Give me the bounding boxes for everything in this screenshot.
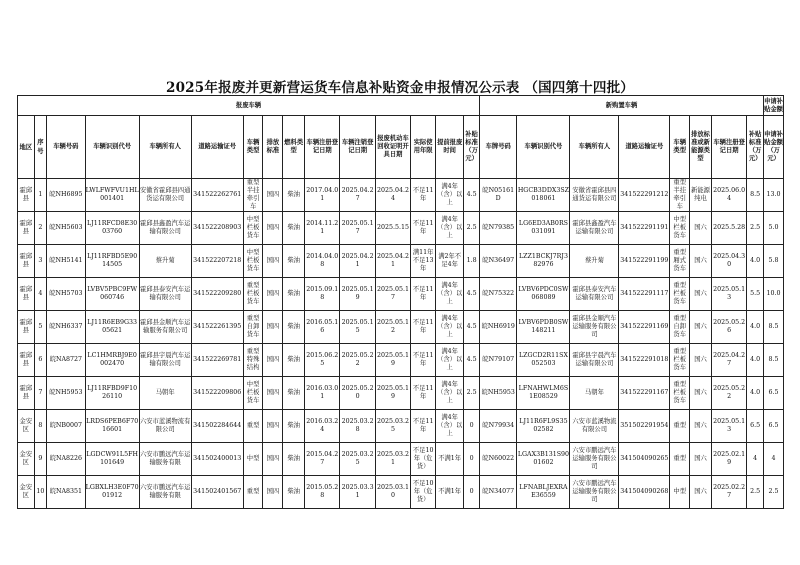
col-new-emission: 排放标准或新能源类型 <box>690 116 712 179</box>
cell-scrap-ahead: 满4年（含）以上 <box>436 179 464 212</box>
cell-used-years: 不足10年（危货） <box>411 476 436 509</box>
cell-new-vin: LFNABLJEXRAE36559 <box>517 476 570 509</box>
cell-reg-date: 2015.06.25 <box>305 344 340 377</box>
cell-used-years: 不足11年 <box>411 278 436 311</box>
cell-new-emission: 国六 <box>690 278 712 311</box>
cell-type: 重型半挂牵引车 <box>243 179 263 212</box>
cell-new-reg-date: 2025.05.13 <box>711 410 746 443</box>
table-row <box>18 278 784 311</box>
cell-vin: LJ11R6EB9G3305621 <box>85 311 139 344</box>
cell-new-plate: 皖N05161D <box>479 179 516 212</box>
cell-apply: 6.5 <box>764 377 784 410</box>
cell-scrap-ahead: 不满1年 <box>436 476 464 509</box>
cell-apply: 8.5 <box>764 344 784 377</box>
cell-new-permit: 341522291018 <box>619 344 670 377</box>
cell-new-permit: 341522291169 <box>619 311 670 344</box>
cell-subsidy: 0 <box>464 410 480 443</box>
cell-plate: 皖NA8727 <box>47 344 85 377</box>
cell-new-permit: 341504090268 <box>619 476 670 509</box>
cell-new-reg-date: 2025.05.26 <box>711 311 746 344</box>
cell-permit: 341502284644 <box>191 410 243 443</box>
cell-subsidy: 2.5 <box>464 377 480 410</box>
cell-plate: 皖NB0007 <box>47 410 85 443</box>
cell-permit: 341522269781 <box>191 344 243 377</box>
cell-owner: 霍邱县泰安汽车运输有限公司 <box>139 278 191 311</box>
cell-seq: 8 <box>34 410 46 443</box>
cell-type: 重型自卸货车 <box>243 311 263 344</box>
cell-new-vin: LVBV6PDB0SW148211 <box>517 311 570 344</box>
table-row <box>18 311 784 344</box>
cell-recycle-date: 2025.5.15 <box>375 212 410 245</box>
cell-owner: 蔡升菊 <box>139 245 191 278</box>
cell-new-vin: LG6ED3AB0RS031091 <box>517 212 570 245</box>
cell-new-subsidy: 4.0 <box>747 311 764 344</box>
cell-vin: LVBV5PBC9FW060746 <box>85 278 139 311</box>
cell-permit: 341522209806 <box>191 377 243 410</box>
cell-seq: 9 <box>34 443 46 476</box>
cell-cancel-date: 2025.04.21 <box>340 245 375 278</box>
cell-new-plate: 皖N60022 <box>479 443 516 476</box>
cell-new-vin: LGAX3B131S9001602 <box>517 443 570 476</box>
cell-region: 金安区 <box>18 443 35 476</box>
col-new-reg-date: 车辆注册登记日期 <box>711 116 746 179</box>
cell-apply: 5.8 <box>764 245 784 278</box>
cell-apply: 13.0 <box>764 179 784 212</box>
cell-new-type: 重型栏板货车 <box>670 278 690 311</box>
cell-region: 霍邱县 <box>18 179 35 212</box>
cell-recycle-date: 2025.03.25 <box>375 410 410 443</box>
cell-recycle-date: 2025.04.21 <box>375 245 410 278</box>
col-new-type: 车辆类型 <box>670 116 690 179</box>
table-row <box>18 212 784 245</box>
cell-new-type: 重型 <box>670 443 690 476</box>
cell-new-owner: 安徽省霍邱县四通货运有限公司 <box>570 179 619 212</box>
cell-emission: 国四 <box>263 377 283 410</box>
cell-new-emission: 国六 <box>690 410 712 443</box>
cell-cancel-date: 2025.05.17 <box>340 212 375 245</box>
col-new-owner: 车辆所有人 <box>570 116 619 179</box>
table-body <box>18 179 784 509</box>
cell-reg-date: 2015.05.28 <box>305 476 340 509</box>
cell-vin: LJ11RFBD9F1026110 <box>85 377 139 410</box>
cell-vin: LRDS6PEB6F7016601 <box>85 410 139 443</box>
col-apply-amount: 申请补贴金额（万元） <box>764 116 784 179</box>
cell-vin: LGDCW91L5FH101649 <box>85 443 139 476</box>
cell-plate: 皖NH6895 <box>47 179 85 212</box>
cell-new-permit: 341522291117 <box>619 278 670 311</box>
cell-new-reg-date: 2025.04.27 <box>711 344 746 377</box>
cell-new-vin: LVBV6PDC0SW068089 <box>517 278 570 311</box>
cell-scrap-ahead: 满4年（含）以上 <box>436 278 464 311</box>
cell-plate: 皖NH5953 <box>47 377 85 410</box>
cell-region: 霍邱县 <box>18 344 35 377</box>
cell-permit: 341502401567 <box>191 476 243 509</box>
group-header-scrapped: 报废车辆 <box>18 96 480 116</box>
cell-new-subsidy: 5.5 <box>747 278 764 311</box>
cell-new-permit: 341504090265 <box>619 443 670 476</box>
cell-reg-date: 2016.03.24 <box>305 410 340 443</box>
cell-new-plate: 皖N79107 <box>479 344 516 377</box>
cell-new-subsidy: 6.5 <box>747 410 764 443</box>
col-used-years: 实际使用年限 <box>411 116 436 179</box>
cell-new-owner: 六安市蓝溪物流有限公司 <box>570 410 619 443</box>
cell-vin: LJ11RFCD8E3003760 <box>85 212 139 245</box>
cell-new-plate: 皖N34077 <box>479 476 516 509</box>
cell-scrap-ahead: 满4年（含）以上 <box>436 212 464 245</box>
col-fuel: 燃料类型 <box>283 116 305 179</box>
cell-new-permit: 341522291199 <box>619 245 670 278</box>
cell-new-reg-date: 2025.04.30 <box>711 245 746 278</box>
cell-scrap-ahead: 满4年（含）以上 <box>436 410 464 443</box>
cell-apply: 10.0 <box>764 278 784 311</box>
cell-type: 重型特殊结构 <box>243 344 263 377</box>
cell-apply: 8.5 <box>764 311 784 344</box>
cell-new-permit: 341522291191 <box>619 212 670 245</box>
col-new-permit: 道路运输证号 <box>619 116 670 179</box>
cell-fuel: 柴油 <box>283 212 305 245</box>
cell-new-emission: 国六 <box>690 245 712 278</box>
cell-owner: 霍邱县宇晨汽车运输有限公司 <box>139 344 191 377</box>
cell-subsidy: 4.5 <box>464 179 480 212</box>
cell-emission: 国四 <box>263 245 283 278</box>
cell-vin: LGBXLH3E0F7001912 <box>85 476 139 509</box>
cell-plate: 皖NH5703 <box>47 278 85 311</box>
cell-type: 中型栏板货车 <box>243 245 263 278</box>
cell-new-type: 重型栏板货车 <box>670 344 690 377</box>
cell-recycle-date: 2025.03.10 <box>375 476 410 509</box>
cell-seq: 7 <box>34 377 46 410</box>
col-emission: 排放标准 <box>263 116 283 179</box>
cell-emission: 国四 <box>263 311 283 344</box>
cell-new-emission: 国六 <box>690 344 712 377</box>
cell-region: 霍邱县 <box>18 212 35 245</box>
table-row <box>18 377 784 410</box>
cell-used-years: 不足11年 <box>411 377 436 410</box>
col-owner: 车辆所有人 <box>139 116 191 179</box>
cell-new-reg-date: 2025.02.19 <box>711 443 746 476</box>
cell-used-years: 不足11年 <box>411 410 436 443</box>
cell-new-reg-date: 2025.5.28 <box>711 212 746 245</box>
cell-subsidy: 4.5 <box>464 311 480 344</box>
cell-emission: 国四 <box>263 278 283 311</box>
cell-permit: 341502400013 <box>191 443 243 476</box>
table-row <box>18 344 784 377</box>
cell-new-subsidy: 2.5 <box>747 476 764 509</box>
cell-subsidy: 4.5 <box>464 278 480 311</box>
cell-region: 霍邱县 <box>18 377 35 410</box>
cell-seq: 6 <box>34 344 46 377</box>
group-header-apply: 申请补贴金额 <box>764 96 784 116</box>
col-scrap-ahead: 提前报废时间 <box>436 116 464 179</box>
cell-type: 中型 <box>243 443 263 476</box>
cell-new-owner: 六安市鹏远汽车运输服务有限公司 <box>570 476 619 509</box>
cell-scrap-ahead: 满4年（含）以上 <box>436 377 464 410</box>
table-row <box>18 245 784 278</box>
cell-new-owner: 马朝年 <box>570 377 619 410</box>
cell-new-plate: 皖N36497 <box>479 245 516 278</box>
cell-cancel-date: 2025.05.15 <box>340 311 375 344</box>
cell-cancel-date: 2025.03.31 <box>340 476 375 509</box>
cell-new-owner: 霍邱县金顺汽车运输服务有限公司 <box>570 311 619 344</box>
table-row <box>18 476 784 509</box>
cell-fuel: 柴油 <box>283 410 305 443</box>
cell-owner: 霍邱县鑫盈汽车运输有限公司 <box>139 212 191 245</box>
cell-fuel: 柴油 <box>283 278 305 311</box>
cell-permit: 341522262761 <box>191 179 243 212</box>
cell-reg-date: 2015.09.18 <box>305 278 340 311</box>
col-new-plate: 车牌号码 <box>479 116 516 179</box>
cell-emission: 国四 <box>263 443 283 476</box>
cell-seq: 3 <box>34 245 46 278</box>
col-type: 车辆类型 <box>243 116 263 179</box>
cell-new-owner: 霍邱县宇晨汽车运输有限公司 <box>570 344 619 377</box>
cell-new-permit: 341522291212 <box>619 179 670 212</box>
cell-reg-date: 2017.04.01 <box>305 179 340 212</box>
cell-new-subsidy: 8.5 <box>747 179 764 212</box>
cell-new-owner: 霍邱县鑫盈汽车运输有限公司 <box>570 212 619 245</box>
cell-new-type: 重型厢式货车 <box>670 245 690 278</box>
cell-new-plate: 皖N79934 <box>479 410 516 443</box>
cell-recycle-date: 2025.04.24 <box>375 179 410 212</box>
table-row <box>18 410 784 443</box>
cell-recycle-date: 2025.03.21 <box>375 443 410 476</box>
cell-type: 中型栏板货车 <box>243 377 263 410</box>
cell-new-plate: 皖NH5953 <box>479 377 516 410</box>
cell-fuel: 柴油 <box>283 179 305 212</box>
cell-apply: 5.0 <box>764 212 784 245</box>
cell-seq: 4 <box>34 278 46 311</box>
table-row <box>18 179 784 212</box>
cell-recycle-date: 2025.05.12 <box>375 311 410 344</box>
cell-plate: 皖NH5603 <box>47 212 85 245</box>
cell-seq: 2 <box>34 212 46 245</box>
cell-new-plate: 皖NH6919 <box>479 311 516 344</box>
cell-used-years: 不足11年 <box>411 311 436 344</box>
cell-new-type: 重型栏板货车 <box>670 377 690 410</box>
cell-owner: 霍邱县金顺汽车运输服务有限公司 <box>139 311 191 344</box>
cell-new-owner: 六安市鹏远汽车运输服务有限公司 <box>570 443 619 476</box>
cell-region: 金安区 <box>18 476 35 509</box>
cell-used-years: 不足11年 <box>411 212 436 245</box>
cell-new-permit: 351502291954 <box>619 410 670 443</box>
cell-new-subsidy: 4.0 <box>747 245 764 278</box>
cell-new-type: 重型自卸货车 <box>670 311 690 344</box>
cell-new-emission: 国六 <box>690 476 712 509</box>
cell-emission: 国四 <box>263 410 283 443</box>
cell-new-permit: 341522291167 <box>619 377 670 410</box>
cell-new-vin: LZGCD2R11SX052503 <box>517 344 570 377</box>
col-recycle-date: 报废机动车回收证明开具日期 <box>375 116 410 179</box>
cell-cancel-date: 2025.05.20 <box>340 377 375 410</box>
col-vin: 车辆识别代号 <box>85 116 139 179</box>
cell-vin: LWLFWFVU1HL001401 <box>85 179 139 212</box>
cell-seq: 1 <box>34 179 46 212</box>
cell-new-type: 中型栏板货车 <box>670 212 690 245</box>
cell-fuel: 柴油 <box>283 377 305 410</box>
cell-recycle-date: 2025.05.17 <box>375 278 410 311</box>
cell-used-years: 不足11年 <box>411 344 436 377</box>
cell-subsidy: 1.8 <box>464 245 480 278</box>
col-plate: 车辆号码 <box>47 116 85 179</box>
cell-vin: LC1HMRBJ9E0002470 <box>85 344 139 377</box>
cell-subsidy: 2.5 <box>464 212 480 245</box>
cell-owner: 马朝年 <box>139 377 191 410</box>
cell-fuel: 柴油 <box>283 443 305 476</box>
cell-new-owner: 霍邱县泰安汽车运输有限公司 <box>570 278 619 311</box>
col-cancel-date: 车辆注销登记日期 <box>340 116 375 179</box>
cell-permit: 341522261395 <box>191 311 243 344</box>
cell-new-subsidy: 2.5 <box>747 212 764 245</box>
cell-new-subsidy: 4 <box>747 443 764 476</box>
cell-reg-date: 2015.04.27 <box>305 443 340 476</box>
cell-emission: 国四 <box>263 344 283 377</box>
cell-plate: 皖NH5141 <box>47 245 85 278</box>
cell-fuel: 柴油 <box>283 311 305 344</box>
cell-fuel: 柴油 <box>283 476 305 509</box>
cell-plate: 皖NA8351 <box>47 476 85 509</box>
cell-new-emission: 新能源纯电 <box>690 179 712 212</box>
cell-apply: 4 <box>764 443 784 476</box>
cell-cancel-date: 2025.04.27 <box>340 179 375 212</box>
cell-new-reg-date: 2025.05.22 <box>711 377 746 410</box>
cell-reg-date: 2014.04.08 <box>305 245 340 278</box>
cell-scrap-ahead: 不满1年 <box>436 443 464 476</box>
table-row <box>18 443 784 476</box>
cell-new-subsidy: 4.0 <box>747 344 764 377</box>
cell-seq: 5 <box>34 311 46 344</box>
cell-region: 霍邱县 <box>18 278 35 311</box>
cell-permit: 341522207218 <box>191 245 243 278</box>
cell-new-subsidy: 4.0 <box>747 377 764 410</box>
cell-new-emission: 国六 <box>690 311 712 344</box>
cell-recycle-date: 2025.05.19 <box>375 377 410 410</box>
cell-subsidy: 0 <box>464 476 480 509</box>
cell-seq: 10 <box>34 476 46 509</box>
cell-new-reg-date: 2025.05.13 <box>711 278 746 311</box>
cell-scrap-ahead: 满4年（含）以上 <box>436 344 464 377</box>
cell-region: 金安区 <box>18 410 35 443</box>
cell-cancel-date: 2025.05.19 <box>340 278 375 311</box>
cell-new-plate: 皖N79385 <box>479 212 516 245</box>
cell-owner: 六安市蓝溪物流有限公司 <box>139 410 191 443</box>
cell-new-reg-date: 2025.06.04 <box>711 179 746 212</box>
cell-subsidy: 4.5 <box>464 344 480 377</box>
col-new-vin: 车辆识别代号 <box>517 116 570 179</box>
cell-emission: 国四 <box>263 212 283 245</box>
cell-recycle-date: 2025.05.19 <box>375 344 410 377</box>
cell-emission: 国四 <box>263 179 283 212</box>
cell-cancel-date: 2025.03.28 <box>340 410 375 443</box>
col-reg-date: 车辆注册登记日期 <box>305 116 340 179</box>
col-region: 地区 <box>18 116 35 179</box>
cell-new-vin: HGCB3DDX3SZ018061 <box>517 179 570 212</box>
col-permit: 道路运输证号 <box>191 116 243 179</box>
cell-new-plate: 皖N75322 <box>479 278 516 311</box>
cell-used-years: 满11年不足13年 <box>411 245 436 278</box>
col-subsidy-std: 补贴标准（万元） <box>464 116 480 179</box>
cell-subsidy: 0 <box>464 443 480 476</box>
cell-reg-date: 2014.11.21 <box>305 212 340 245</box>
cell-type: 重型 <box>243 476 263 509</box>
cell-new-emission: 国六 <box>690 377 712 410</box>
cell-reg-date: 2016.05.16 <box>305 311 340 344</box>
cell-scrap-ahead: 满2年不足4年 <box>436 245 464 278</box>
cell-reg-date: 2016.03.01 <box>305 377 340 410</box>
cell-owner: 安徽省霍邱县四通货运有限公司 <box>139 179 191 212</box>
cell-fuel: 柴油 <box>283 245 305 278</box>
cell-new-type: 重型半挂牵引车 <box>670 179 690 212</box>
group-header-new: 新购置车辆 <box>479 96 763 116</box>
cell-plate: 皖NH6337 <box>47 311 85 344</box>
cell-new-vin: LFNAHWLM6S1E08529 <box>517 377 570 410</box>
cell-region: 霍邱县 <box>18 311 35 344</box>
cell-new-owner: 蔡升菊 <box>570 245 619 278</box>
cell-type: 中型栏板货车 <box>243 212 263 245</box>
cell-new-vin: LZZ1BCKJ7RJ382976 <box>517 245 570 278</box>
cell-used-years: 不足10年（危货） <box>411 443 436 476</box>
cell-new-type: 重型 <box>670 410 690 443</box>
col-seq: 序号 <box>34 116 46 179</box>
cell-permit: 341522208903 <box>191 212 243 245</box>
cell-region: 霍邱县 <box>18 245 35 278</box>
cell-vin: LJ11RFBD5E9014505 <box>85 245 139 278</box>
cell-permit: 341522209280 <box>191 278 243 311</box>
cell-type: 重型 <box>243 410 263 443</box>
cell-owner: 六安市鹏远汽车运输服务有限 <box>139 443 191 476</box>
cell-new-type: 中型 <box>670 476 690 509</box>
col-new-subsidy-std: 补贴标准（万元） <box>747 116 764 179</box>
cell-scrap-ahead: 满4年（含）以上 <box>436 311 464 344</box>
cell-owner: 六安市鹏远汽车运输服务有限 <box>139 476 191 509</box>
cell-new-vin: LJ11R6FL9S3502582 <box>517 410 570 443</box>
cell-apply: 2.5 <box>764 476 784 509</box>
subsidy-table <box>17 95 784 509</box>
cell-new-emission: 国六 <box>690 443 712 476</box>
cell-plate: 皖NA8226 <box>47 443 85 476</box>
cell-new-emission: 国六 <box>690 212 712 245</box>
page-title: 2025年报废并更新营运货车信息补贴资金申报情况公示表 （国四第十四批） <box>166 80 634 96</box>
cell-fuel: 柴油 <box>283 344 305 377</box>
cell-emission: 国四 <box>263 476 283 509</box>
cell-cancel-date: 2025.05.22 <box>340 344 375 377</box>
cell-used-years: 不足11年 <box>411 179 436 212</box>
cell-type: 重型栏板货车 <box>243 278 263 311</box>
cell-apply: 6.5 <box>764 410 784 443</box>
cell-cancel-date: 2025.03.25 <box>340 443 375 476</box>
cell-new-reg-date: 2025.02.27 <box>711 476 746 509</box>
